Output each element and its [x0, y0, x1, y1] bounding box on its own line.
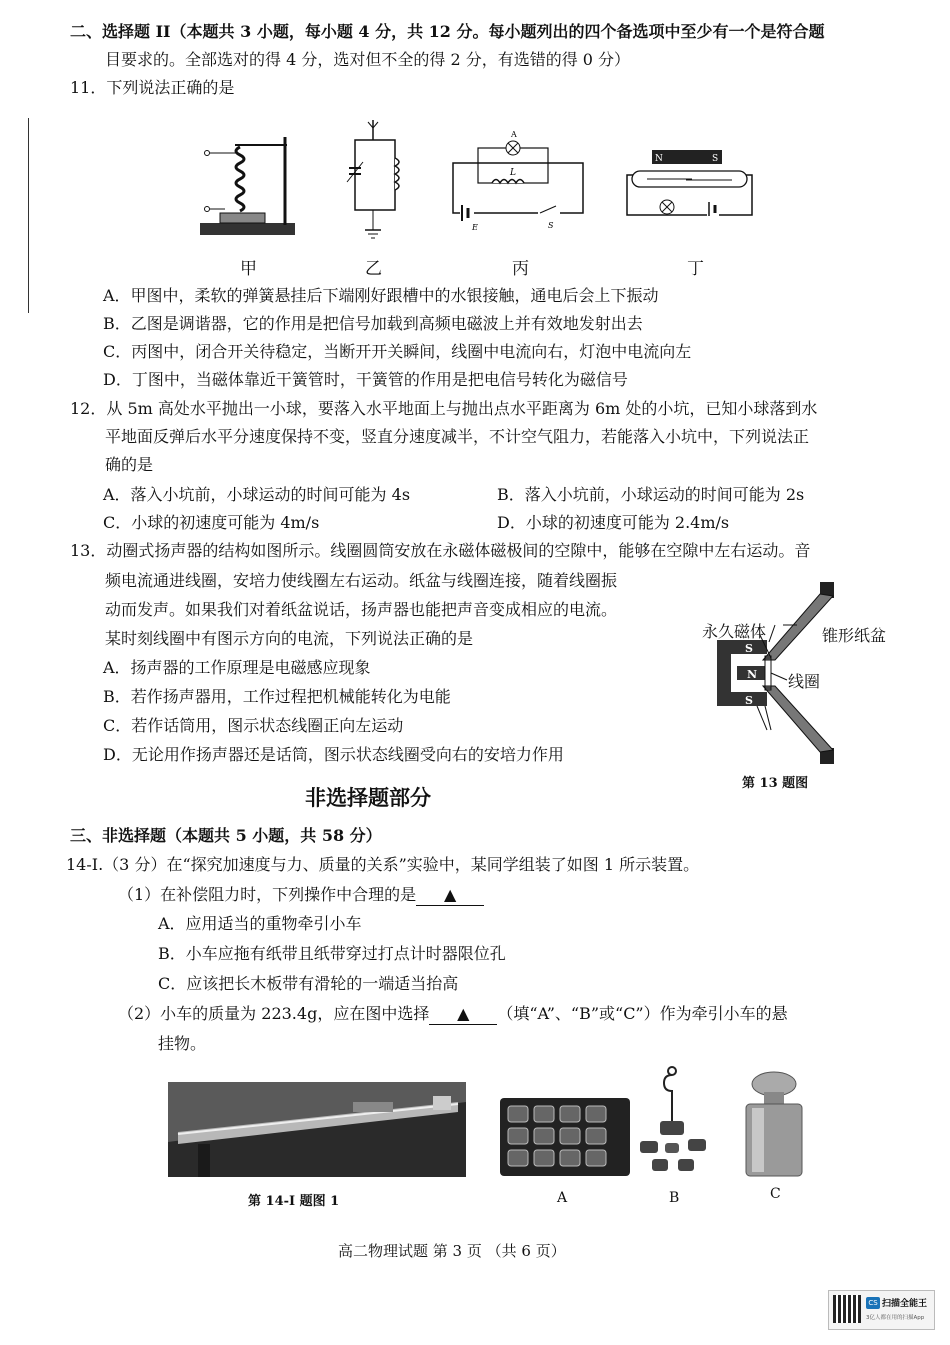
q14-sub1-option-a: A．应用适当的重物牵引小车 [158, 914, 362, 933]
q13-option-b: B．若作扬声器用，工作过程把机械能转化为电能 [103, 687, 451, 706]
fig-label-ding: 丁 [687, 259, 704, 279]
q13-option-d: D．无论用作扬声器还是话筒，图示状态线圈受向右的安培力作用 [103, 745, 564, 764]
q14-sub2-text: （2）小车的质量为 223.4g，应在图中选择 [118, 1004, 430, 1023]
margin-rule [28, 118, 29, 313]
q13-stem-line2: 频电流通进线圈，安培力使线圈左右运动。纸盆与线圈连接，随着线圈振 [105, 571, 618, 590]
page-footer: 高二物理试题 第 3 页 （共 6 页） [338, 1242, 566, 1260]
q12-stem-line1: 12．从 5m 高处水平抛出一小球，要落入水平地面上与抛出点水平距离为 6m 处的小坑，已知小球落到水 [70, 399, 818, 418]
q14-sub1-blank[interactable]: ▲ [416, 885, 484, 906]
q13-fig-caption: 第 13 题图 [742, 776, 809, 791]
switch-letter: S [548, 221, 554, 230]
choice-b-label: B [669, 1190, 680, 1206]
q13-option-c: C．若作话筒用，图示状态线圈正向左运动 [103, 716, 404, 735]
fig-label-bing: 丙 [512, 259, 529, 279]
q13-stem-line4: 某时刻线圈中有图示方向的电流，下列说法正确的是 [105, 629, 474, 648]
q14-stem: 14-I.（3 分）在“探究加速度与力、质量的关系”实验中，某同学组装了如图 1 所示装置。 [66, 855, 700, 874]
ammeter-letter: A [511, 130, 517, 139]
qr-code-icon [833, 1295, 861, 1323]
q14-sub2-text-post: （填“A”、“B”或“C”）作为牵引小车的悬 [497, 1004, 788, 1023]
section-header: 二、选择题 II（本题共 3 小题，每小题 4 分，共 12 分。每小题列出的四个备选项中至少有一个是符合题 [70, 22, 825, 41]
q14-fig-caption: 第 14-I 题图 1 [248, 1194, 340, 1209]
q11-option-d: D．丁图中，当磁体靠近干簧管时，干簧管的作用是把电信号转化为磁信号 [103, 370, 628, 389]
figure-jia [195, 125, 305, 240]
figure-yi [345, 118, 410, 248]
magnet-n: N [655, 154, 663, 164]
q14-sub1-text: （1）在补偿阻力时，下列操作中合理的是 [118, 885, 417, 904]
q12-option-d: D．小球的初速度可能为 2.4m/s [497, 513, 730, 532]
q12-stem-line3: 确的是 [105, 455, 154, 474]
q13-stem-line3: 动而发声。如果我们对着纸盆说话，扬声器也能把声音变成相应的电流。 [105, 600, 618, 619]
q11-option-a: A．甲图中，柔软的弹簧悬挂后下端刚好跟槽中的水银接触，通电后会上下振动 [103, 286, 659, 305]
figure-choice-a-weights [500, 1098, 630, 1176]
q12-option-a: A．落入小坑前，小球运动的时间可能为 4s [103, 485, 411, 504]
part2-title: 非选择题部分 [305, 785, 431, 810]
q14-sub2-cont: 挂物。 [158, 1034, 207, 1053]
speaker-pole-n: N [747, 668, 758, 681]
q12-stem-line2: 平地面反弹后水平分速度保持不变，竖直分速度减半，不计空气阻力，若能落入小坑中，下列说法正 [105, 427, 810, 446]
battery-letter: E [472, 223, 478, 232]
scanner-app-name: 扫描全能王 [882, 1299, 928, 1309]
choice-c-label: C [770, 1186, 781, 1202]
figure-bing [450, 128, 590, 233]
q14-sub1 [118, 885, 484, 906]
q14-sub2 [118, 1004, 788, 1025]
figure-track-photo [168, 1082, 466, 1177]
label-cone: 锥形纸盆 [822, 626, 887, 645]
q11-option-c: C．丙图中，闭合开关待稳定，当断开开关瞬间，线圈中电流向右，灯泡中电流向左 [103, 342, 692, 361]
figure-ding [622, 145, 757, 220]
q12-option-b: B．落入小坑前，小球运动的时间可能为 2s [497, 485, 805, 504]
scanner-watermark [828, 1290, 935, 1330]
figure-choice-b-hook-weights [632, 1065, 722, 1180]
label-coil: 线圈 [788, 672, 821, 691]
choice-a-label: A [557, 1190, 568, 1206]
scanner-tagline: 3亿人都在用的扫描App [866, 1315, 925, 1321]
q14-sub1-option-b: B．小车应拖有纸带且纸带穿过打点计时器限位孔 [158, 944, 506, 963]
section-header-cont: 目要求的。全部选对的得 4 分，选对但不全的得 2 分，有选错的得 0 分） [105, 50, 631, 69]
q13-option-a: A．扬声器的工作原理是电磁感应现象 [103, 658, 371, 677]
figure-choice-c-weight [742, 1070, 807, 1180]
q14-sub1-option-c: C．应该把长木板带有滑轮的一端适当抬高 [158, 974, 459, 993]
q12-option-c: C．小球的初速度可能为 4m/s [103, 513, 320, 532]
inductor-letter: L [510, 168, 516, 178]
q11-option-b: B．乙图是调谐器，它的作用是把信号加载到高频电磁波上并有效地发射出去 [103, 314, 643, 333]
section3-header: 三、非选择题（本题共 5 小题，共 58 分） [70, 826, 382, 845]
label-magnet: 永久磁体 [702, 622, 767, 641]
fig-label-jia: 甲 [240, 259, 257, 279]
magnet-s: S [712, 154, 719, 164]
q14-sub2-blank[interactable]: ▲ [429, 1004, 497, 1025]
cs-logo-icon: CS [866, 1297, 880, 1309]
q11-stem: 11．下列说法正确的是 [70, 78, 235, 97]
speaker-pole-s-bottom: S [745, 694, 753, 707]
q13-stem-line1: 13．动圈式扬声器的结构如图所示。线圈圆筒安放在永磁体磁极间的空隙中，能够在空隙中左右运动。音 [70, 541, 811, 560]
fig-label-yi: 乙 [365, 259, 382, 279]
speaker-pole-s-top: S [745, 642, 753, 655]
